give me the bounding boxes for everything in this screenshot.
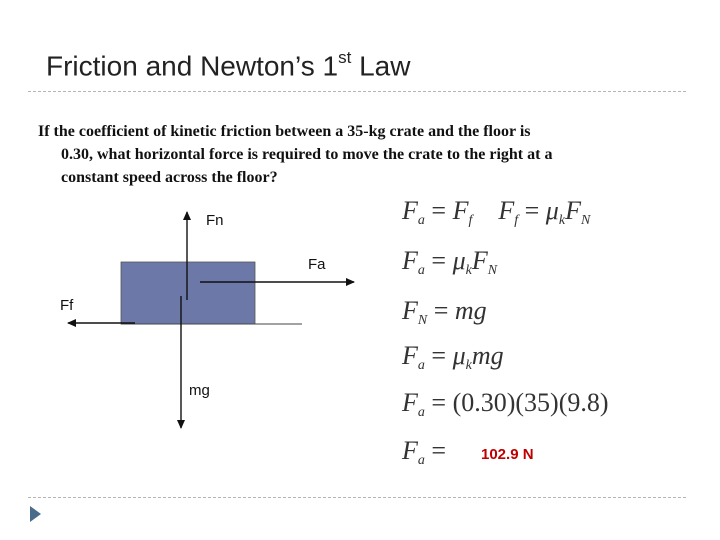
label-fa: Fa (308, 256, 326, 273)
label-ff: Ff (60, 297, 74, 314)
equation-5: $F_a = (0.30)(35)(9.8)$ (402, 388, 609, 420)
equation-1: $F_a = F_f$ $F_f = \mu_kF_N$ (402, 196, 591, 228)
label-mg: mg (189, 382, 210, 399)
equation-4: $F_a = \mu_kmg$ (402, 341, 504, 373)
crate-box (121, 262, 255, 324)
equation-3: $F_N$ = mg (402, 296, 487, 328)
answer-value: 102.9 N (481, 446, 534, 463)
title-text: Friction and Newton’s 1 (46, 50, 339, 82)
title-tail: Law (351, 50, 411, 82)
question-line: If the coefficient of kinetic friction between a 35-kg crate and the floor is (38, 123, 531, 140)
title-superscript: st (338, 48, 352, 67)
triangle-bullet-icon (30, 506, 41, 522)
question-line: 0.30, what horizontal force is required to move the crate to the right at a (61, 146, 553, 163)
equation-2: $F_a = \mu_kF_N$ (402, 246, 498, 278)
footer-divider (28, 497, 686, 498)
equation-6: $F_a$ = (402, 436, 447, 468)
label-fn: Fn (206, 212, 224, 229)
question-line: constant speed across the floor? (61, 169, 278, 186)
